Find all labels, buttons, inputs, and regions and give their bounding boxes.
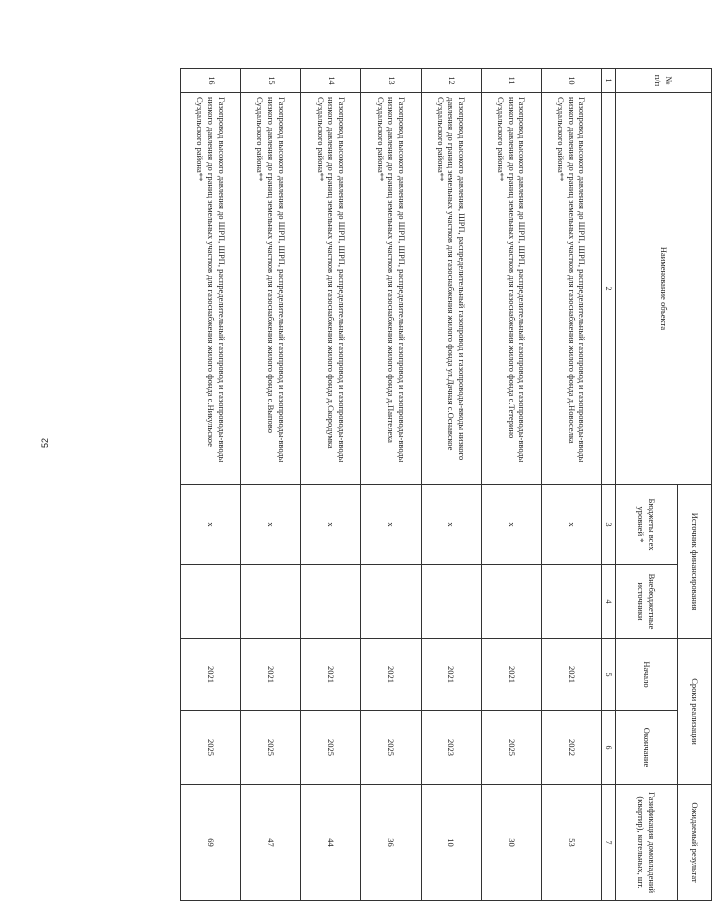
header-funding: Источник финансирования [678,485,712,639]
header-funding-budget: Бюджеты всех уровней * [616,485,678,565]
row-number: 15 [241,69,301,93]
result-count: 44 [301,785,361,901]
header-terms: Сроки реализации [678,639,712,785]
object-name: Газопровод высокого давления до ШРП, ШРП, распределительный газопровод и газопроводы-вводы низкого давления до границ земельных участков для газоснабжения жилого фонда с.Никульское Суздальского района** [181,93,241,485]
extra-cell [421,565,481,639]
column-number: 7 [602,785,616,901]
result-count: 10 [421,785,481,901]
extra-cell [361,565,421,639]
column-number: 6 [602,711,616,785]
budget-cell: x [241,485,301,565]
start-year: 2021 [181,639,241,711]
row-number: 11 [481,69,541,93]
extra-cell [541,565,601,639]
header-terms-end: Окончание [616,711,678,785]
table-row [301,69,361,901]
table-row [481,69,541,901]
header-name: Наименование объекта [616,93,712,485]
column-number: 2 [602,93,616,485]
end-year: 2025 [241,711,301,785]
row-number: 14 [301,69,361,93]
page-number: 52 [40,437,50,448]
extra-cell [481,565,541,639]
budget-cell: x [301,485,361,565]
object-name: Газопровод высокого давления до ШРП, ШРП, распределительный газопровод и газопроводы-вводы низкого давления до границ земельных участков для газоснабжения жилого фонда с.Тетерино Суздальского района** [481,93,541,485]
column-number: 1 [602,69,616,93]
extra-cell [301,565,361,639]
row-number: 16 [181,69,241,93]
start-year: 2021 [481,639,541,711]
result-count: 69 [181,785,241,901]
end-year: 2025 [481,711,541,785]
start-year: 2021 [541,639,601,711]
object-name: Газопровод высокого давления, ШРП, распределительный газопровод и газопроводы-вводы низкого давления до границ земельных участков для газоснабжения жилого фонда ул.Дачная с.Оснавское Суздальского района** [421,93,481,485]
end-year: 2022 [541,711,601,785]
header-result-sub: Газификация домовладений (квартир), котельных, шт. [616,785,678,901]
object-name: Газопровод высокого давления до ШРП, ШРП, распределительный газопровод и газопроводы-вводы низкого давления до границ земельных участков для газоснабжения жилого фонда д.Скородумка Суздальского района** [301,93,361,485]
header-funding-extra: Внебюджетные источники [616,565,678,639]
extra-cell [241,565,301,639]
start-year: 2021 [241,639,301,711]
table-row [421,69,481,901]
object-name: Газопровод высокого давления до ШРП, ШРП, распределительный газопровод и газопроводы-вводы низкого давления до границ земельных участков для газоснабжения жилого фонда с.Выпово Суздальского района** [241,93,301,485]
rotated-table-container [180,68,712,900]
table-row [541,69,601,901]
end-year: 2025 [361,711,421,785]
column-number: 5 [602,639,616,711]
result-count: 47 [241,785,301,901]
budget-cell: x [481,485,541,565]
result-count: 30 [481,785,541,901]
column-number: 3 [602,485,616,565]
budget-cell: x [541,485,601,565]
end-year: 2025 [181,711,241,785]
table-row [181,69,241,901]
row-number: 12 [421,69,481,93]
header-no: № п/п [616,69,712,93]
start-year: 2021 [361,639,421,711]
object-name: Газопровод высокого давления до ШРП, ШРП, распределительный газопровод и газопроводы-вводы низкого давления до границ земельных участков для газоснабжения жилого фонда д.Пантелеха Суздальского района** [361,93,421,485]
end-year: 2023 [421,711,481,785]
result-count: 36 [361,785,421,901]
start-year: 2021 [301,639,361,711]
start-year: 2021 [421,639,481,711]
header-terms-start: Начало [616,639,678,711]
objects-table [180,68,712,901]
extra-cell [181,565,241,639]
end-year: 2025 [301,711,361,785]
budget-cell: x [421,485,481,565]
column-number: 4 [602,565,616,639]
table-row [241,69,301,901]
table-row [361,69,421,901]
header-result: Ожидаемый результат [678,785,712,901]
object-name: Газопровод высокого давления до ШРП, ШРП, распределительный газопровод и газопроводы-вводы низкого давления до границ земельных участков для газоснабжения жилого фонда д.Новоселка Суздальского района** [541,93,601,485]
result-count: 53 [541,785,601,901]
row-number: 10 [541,69,601,93]
budget-cell: x [181,485,241,565]
row-number: 13 [361,69,421,93]
budget-cell: x [361,485,421,565]
